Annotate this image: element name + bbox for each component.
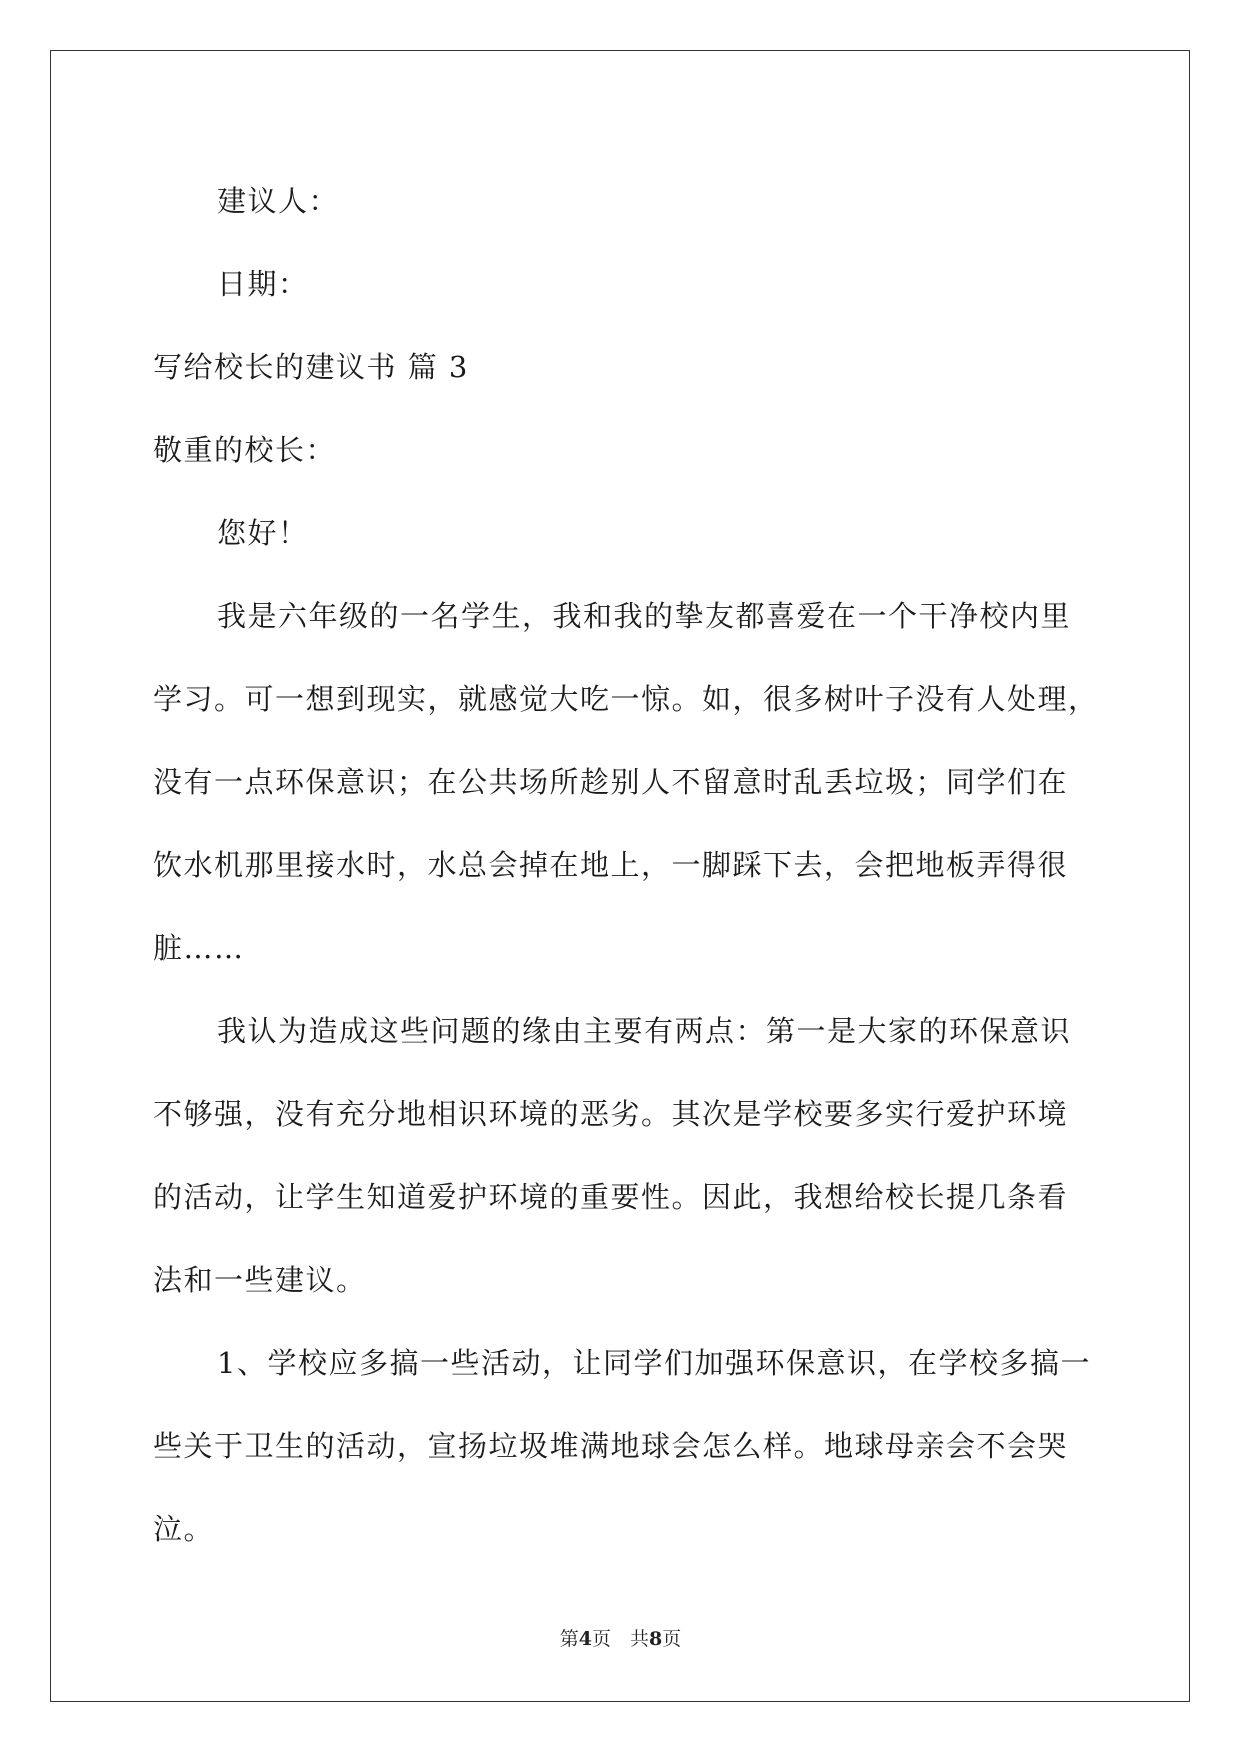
text-line: 学习。可一想到现实，就感觉大吃一惊。如，很多树叶子没有人处理， [153,682,1099,716]
text-line: 建议人： [217,184,340,218]
text-line: 我认为造成这些问题的缘由主要有两点：第一是大家的环保意识 [217,1014,1072,1048]
total-page-number: 8 [649,1628,663,1650]
section-heading: 写给校长的建议书 篇 3 [153,350,469,384]
text-line: 1、学校应多搞一些活动，让同学们加强环保意识，在学校多搞一 [217,1346,1091,1380]
text-line: 脏…… [153,931,245,965]
document-body [153,160,1099,1571]
text-line: 没有一点环保意识；在公共场所趁别人不留意时乱丢垃圾；同学们在 [153,765,1069,799]
footer-prefix: 第 [559,1628,579,1650]
text-line: 泣。 [153,1512,215,1546]
page-footer [0,1624,1241,1651]
text-line: 不够强，没有充分地相识环境的恶劣。其次是学校要多实行爱护环境 [153,1097,1069,1131]
text-line: 的活动，让学生知道爱护环境的重要性。因此，我想给校长提几条看 [153,1180,1069,1214]
text-line: 日期： [217,267,309,301]
footer-suffix: 页 [662,1628,682,1650]
text-line: 法和一些建议。 [153,1263,367,1297]
text-line: 我是六年级的一名学生，我和我的挚友都喜爱在一个干净校内里 [217,599,1072,633]
current-page-number: 4 [578,1628,592,1650]
greeting: 您好！ [217,516,309,550]
salutation: 敬重的校长： [153,433,337,467]
footer-middle: 页 共 [591,1628,649,1650]
text-line: 饮水机那里接水时，水总会掉在地上，一脚踩下去，会把地板弄得很 [153,848,1069,882]
text-line: 些关于卫生的活动，宣扬垃圾堆满地球会怎么样。地球母亲会不会哭 [153,1429,1069,1463]
